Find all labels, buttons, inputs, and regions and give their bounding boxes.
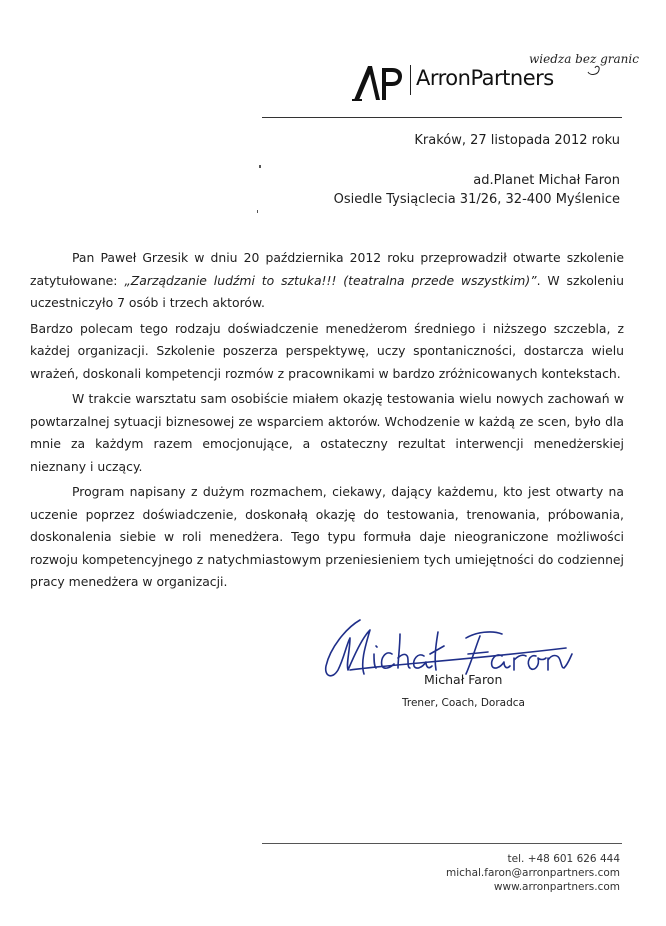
letter-body	[30, 247, 624, 597]
signatory-name: Michał Faron	[424, 672, 503, 687]
recipient-address: Osiedle Tysiąclecia 31/26, 32-400 Myślenice	[333, 192, 620, 207]
ap-monogram-icon	[352, 62, 404, 102]
footer-phone: tel. +48 601 626 444	[507, 853, 620, 865]
scan-speck	[257, 210, 258, 213]
scan-speck	[259, 165, 261, 168]
company-logo	[352, 52, 639, 112]
training-title: „Zarządzanie ludźmi to sztuka!!! (teatralna przede wszystkim)”	[124, 272, 537, 288]
footer-email: michal.faron@arronpartners.com	[446, 867, 620, 879]
paragraph-3: W trakcie warsztatu sam osobiście miałem okazję testowania wielu nowych zachowań w powtarzalnej sytuacji biznesowej ze wsparciem aktorów. Wchodzenie w każdą ze scen, było dla mnie za każdym razem emocjonujące, a ostateczny rezultat interwencji menedżerskiej nieznany i uczący.	[30, 391, 624, 474]
paragraph-4: Program napisany z dużym rozmachem, ciekawy, dający każdemu, kto jest otwarty na uczenie poprzez doświadczenie, doskonałą okazję do testowania, trenowania, próbowania, doskonalenia siebie w roli menedżera. Tego typu formuła daje nieograniczone możliwości rozwoju kompetencyjnego z natychmiastowym przeniesieniem tych umiejętności do codziennej pracy menedżera w organizacji.	[30, 484, 624, 589]
company-tagline: wiedza bez granic	[529, 52, 639, 66]
paragraph-2: Bardzo polecam tego rodzaju doświadczenie menedżerom średniego i niższego szczebla, z każdej organizacji. Szkolenie poszerza perspektywę, uczy spontaniczności, dostarcza wielu wrażeń, doskonali kompetencji rozmów z pracownikami w bardzo zróżnicowanych kontekstach.	[30, 320, 624, 381]
paragraph-1	[30, 247, 624, 315]
header-divider	[262, 117, 622, 118]
recipient-name: ad.Planet Michał Faron	[473, 173, 620, 188]
tagline-swirl-icon	[584, 60, 604, 76]
contact-footer	[446, 852, 620, 894]
letter-date: Kraków, 27 listopada 2012 roku	[414, 133, 620, 148]
footer-website: www.arronpartners.com	[493, 881, 620, 893]
footer-divider	[262, 843, 622, 844]
company-name: ArronPartners	[416, 66, 554, 90]
paragraph-1-intro: Pan Paweł Grzesik w dniu 20 października 2012 roku przeprowadził otwarte szkolenie zatytułowane:	[30, 250, 624, 288]
logo-divider	[410, 65, 411, 95]
paragraph-1-end: . W szkoleniu uczestniczyło 7 osób i trzech aktorów.	[30, 272, 624, 310]
signatory-role: Trener, Coach, Doradca	[402, 697, 525, 709]
